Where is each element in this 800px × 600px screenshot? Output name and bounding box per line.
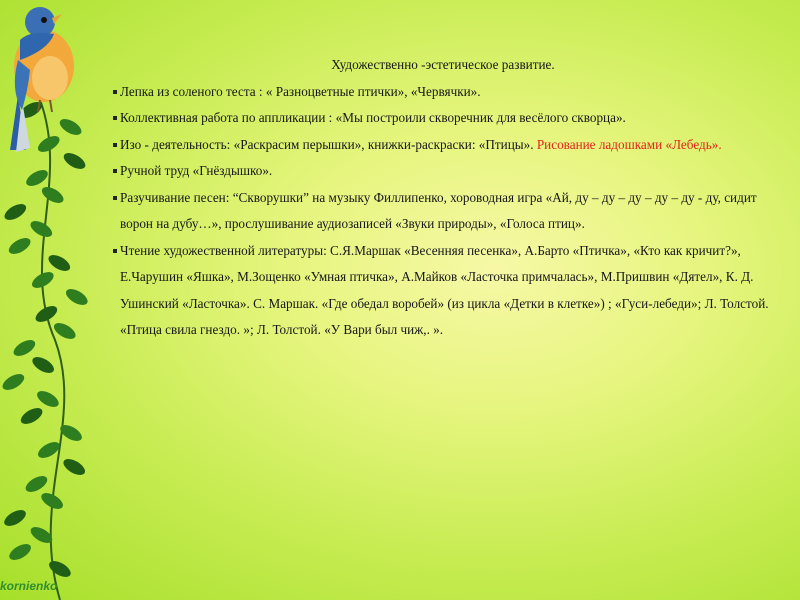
page-title: Художественно -эстетическое развитие. [331,57,555,72]
list-item: Коллективная работа по аппликации : «Мы построили скворечник для весёлого скворца». [113,105,773,132]
content-body [113,52,773,344]
list-item: Разучивание песен: “Скворушки” на музыку Филлипенко, хороводная игра «Ай, ду – ду – ду – ду – ду - ду, сидит ворон на дубу…», прослушивание аудиозаписей «Звуки природы», «Голоса птиц». [113,185,773,238]
list-item: Ручной труд «Гнёздышко». [113,158,773,185]
list-item: Изо - деятельность: «Раскрасим перышки», книжки-раскраски: «Птицы». Рисование ладошками «Лебедь». [113,132,773,159]
bird-icon [10,7,74,152]
list-item: Лепка из соленого теста : « Разноцветные птички», «Червячки». [113,79,773,106]
highlight-text: Рисование ладошками «Лебедь». [536,136,722,152]
watermark: kornienko [0,579,58,593]
list-item: Чтение художественной литературы: С.Я.Маршак «Весенняя песенка», А.Барто «Птичка», «Кто как кричит?», Е.Чарушин «Яшка», М.Зощенко «Умная птичка», А.Майков «Ласточка примчалась», М.Пришвин «Дятел», К. Д. Ушинский «Ласточка». С. Маршак. «Где обедал воробей» (из цикла «Детки в клетке») ; «Гуси-лебеди»; Л. Толстой. «Птица свила гнездо. »; Л. Толстой. «У Вари был чиж,. ». [113,238,773,344]
